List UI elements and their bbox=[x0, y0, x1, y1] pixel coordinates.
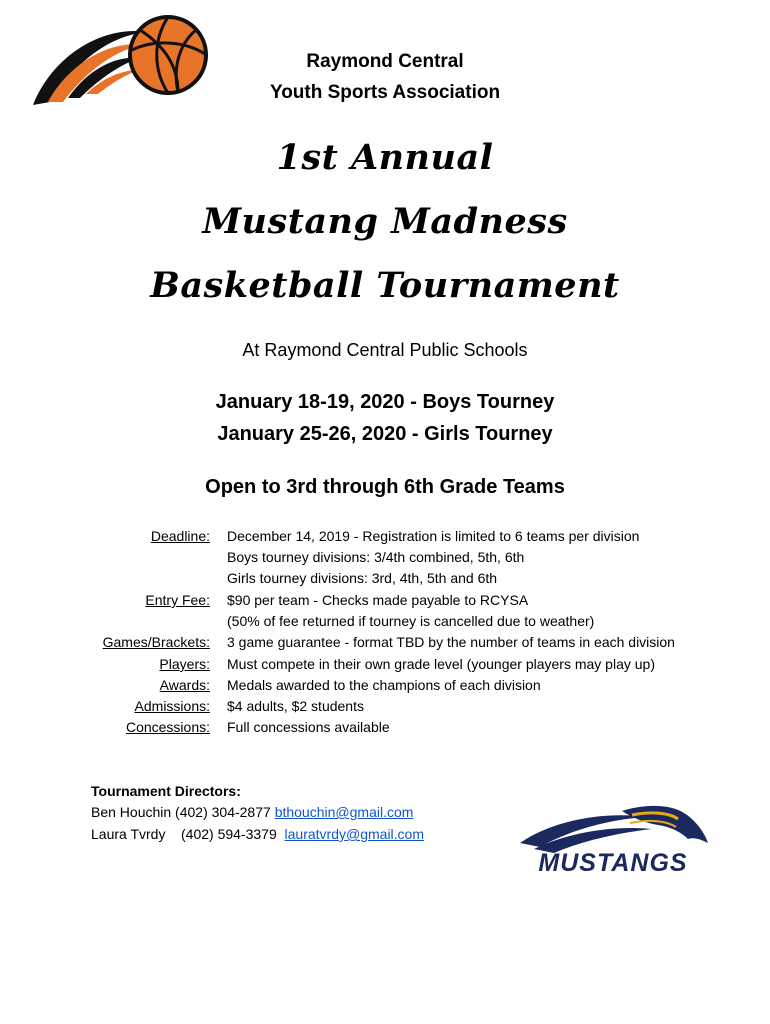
title-line2: Mustang Madness bbox=[202, 201, 568, 242]
players-value: Must compete in their own grade level (younger players may play up) bbox=[227, 656, 655, 672]
director-1-email-link[interactable]: bthouchin@gmail.com bbox=[274, 804, 414, 820]
deadline-value-2: Boys tourney divisions: 3/4th combined, 5th, 6th bbox=[227, 549, 525, 565]
entry-fee-label: Entry Fee: bbox=[145, 592, 210, 608]
deadline-value-1: December 14, 2019 - Registration is limited to 6 teams per division bbox=[227, 528, 640, 544]
director-2 bbox=[91, 826, 424, 842]
concessions-label: Concessions: bbox=[125, 719, 210, 735]
director-1-name: Ben Houchin (402) 304-2877 bbox=[91, 804, 271, 820]
awards-value: Medals awarded to the champions of each division bbox=[227, 677, 541, 693]
mustangs-logo-text: MUSTANGS bbox=[538, 849, 688, 877]
entry-fee-value-2: (50% of fee returned if tourney is cancelled due to weather) bbox=[227, 613, 595, 629]
games-label: Games/Brackets: bbox=[102, 634, 210, 650]
awards-label: Awards: bbox=[159, 677, 210, 693]
boys-dates: January 18-19, 2020 - Boys Tourney bbox=[215, 391, 555, 413]
deadline-label: Deadline: bbox=[150, 528, 210, 544]
mustangs-logo bbox=[512, 803, 712, 883]
directors-heading: Tournament Directors: bbox=[91, 783, 241, 799]
org-name-line2: Youth Sports Association bbox=[269, 82, 501, 103]
mustang-horse-icon bbox=[512, 803, 712, 855]
eligibility-text: Open to 3rd through 6th Grade Teams bbox=[205, 476, 565, 498]
title-line3: Basketball Tournament bbox=[150, 265, 620, 306]
location-text: At Raymond Central Public Schools bbox=[242, 340, 528, 360]
org-name-line1: Raymond Central bbox=[306, 51, 464, 72]
director-1 bbox=[91, 804, 413, 820]
admissions-label: Admissions: bbox=[134, 698, 210, 714]
deadline-value-3: Girls tourney divisions: 3rd, 4th, 5th and 6th bbox=[227, 570, 498, 586]
director-2-name: Laura Tvrdy (402) 594-3379 bbox=[91, 826, 277, 842]
girls-dates: January 25-26, 2020 - Girls Tourney bbox=[217, 423, 553, 445]
director-2-email-link[interactable]: lauratvrdy@gmail.com bbox=[284, 826, 425, 842]
entry-fee-value-1: $90 per team - Checks made payable to RCYSA bbox=[227, 592, 529, 608]
title-line1: 1st Annual bbox=[276, 137, 494, 178]
players-label: Players: bbox=[159, 656, 210, 672]
games-value: 3 game guarantee - format TBD by the number of teams in each division bbox=[227, 634, 675, 650]
concessions-value: Full concessions available bbox=[227, 719, 390, 735]
admissions-value: $4 adults, $2 students bbox=[227, 698, 364, 714]
